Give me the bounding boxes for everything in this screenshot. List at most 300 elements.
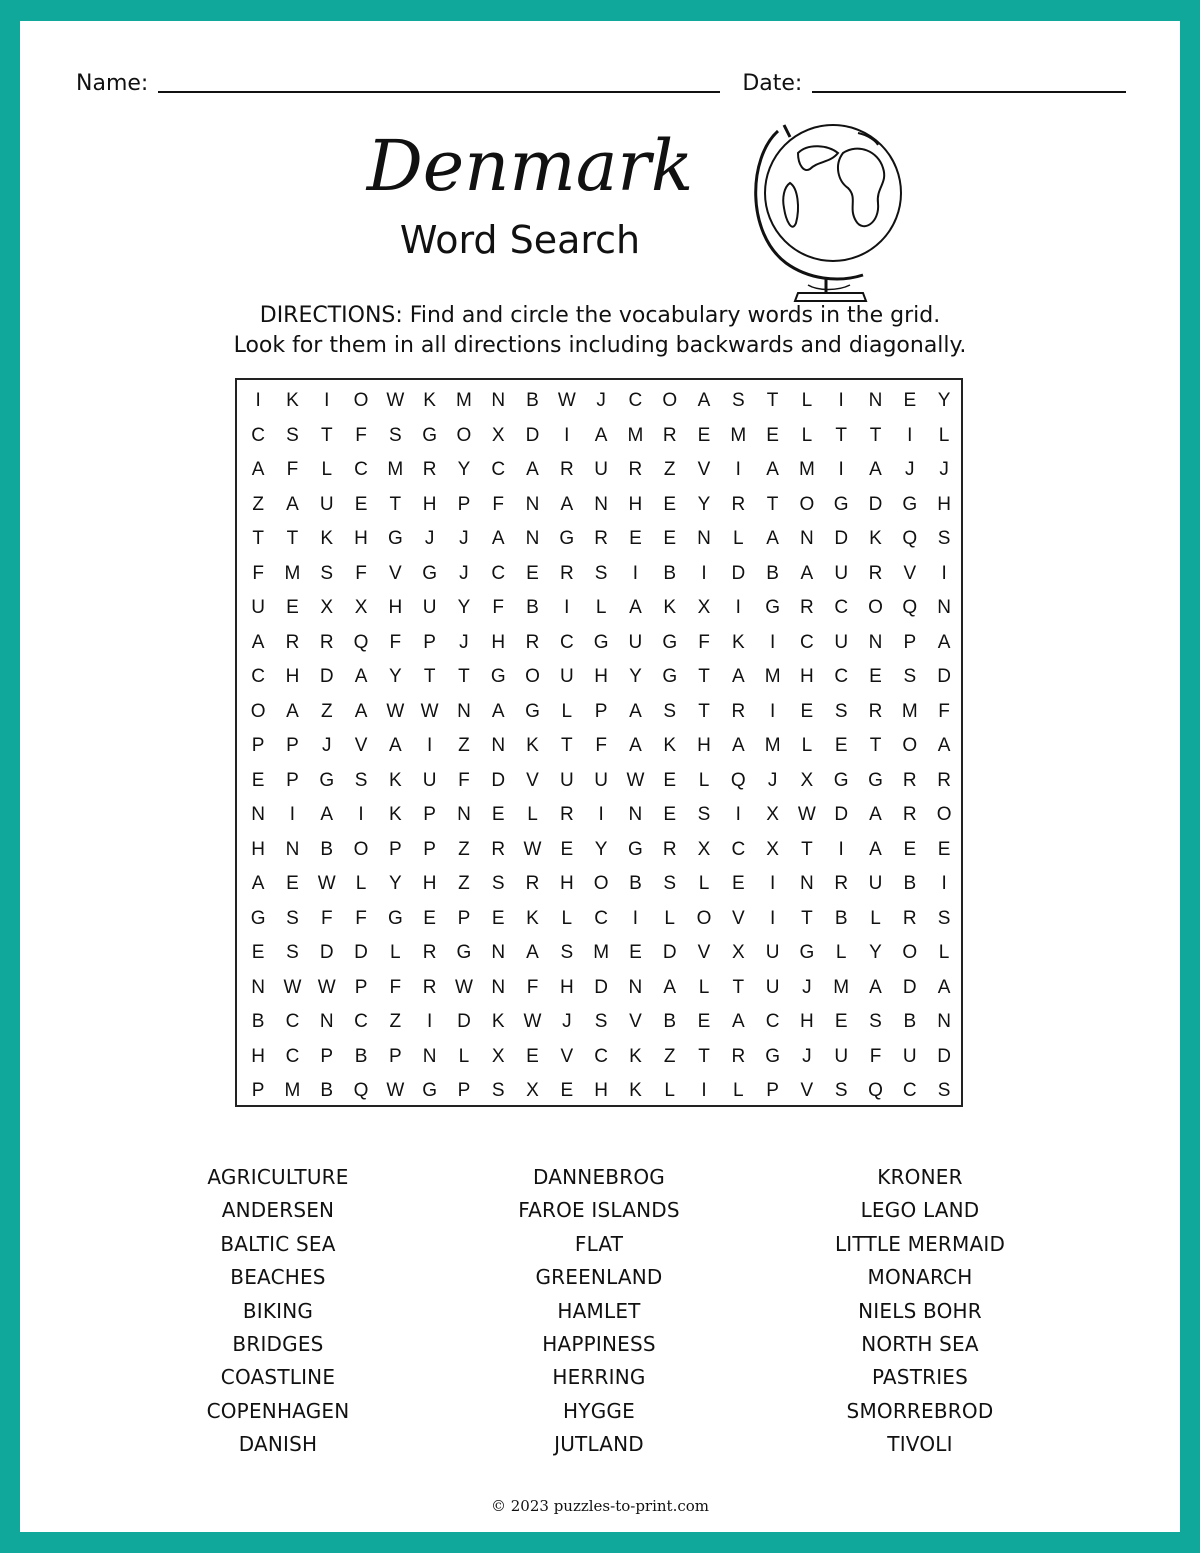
grid-cell[interactable]: I [769,700,776,722]
grid-cell[interactable]: N [628,804,643,826]
grid-cell[interactable]: I [907,424,913,446]
grid-cell[interactable]: A [286,700,299,722]
grid-cell[interactable]: P [320,1045,334,1067]
grid-cell[interactable]: I [735,597,741,619]
grid-cell[interactable]: C [354,1011,368,1033]
grid-cell[interactable]: M [387,459,404,481]
grid-cell[interactable]: X [766,838,779,860]
grid-cell[interactable]: S [663,700,677,722]
grid-cell[interactable]: A [491,528,505,550]
grid-cell[interactable]: Y [869,942,882,964]
grid-cell[interactable]: H [251,838,266,860]
grid-cell[interactable]: U [834,631,849,653]
grid-cell[interactable]: E [869,666,882,688]
grid-cell[interactable]: L [733,528,744,550]
grid-cell[interactable]: I [598,804,604,826]
grid-cell[interactable]: R [731,1045,746,1067]
grid-cell[interactable]: A [251,459,265,481]
grid-cell[interactable]: L [458,1045,470,1067]
grid-cell[interactable]: F [389,631,402,653]
grid-cell[interactable]: C [251,424,266,446]
grid-cell[interactable]: T [698,666,710,688]
grid-cell[interactable]: G [387,907,403,929]
grid-cell[interactable]: E [663,493,677,515]
grid-cell[interactable]: G [593,631,609,653]
grid-cell[interactable]: A [697,390,711,412]
grid-cell[interactable]: R [285,631,300,653]
grid-cell[interactable]: S [286,907,299,929]
grid-cell[interactable]: V [629,1011,642,1033]
grid-cell[interactable]: R [902,907,917,929]
grid-cell[interactable]: O [593,873,609,895]
grid-cell[interactable]: I [632,907,639,929]
grid-cell[interactable]: O [250,700,266,722]
grid-cell[interactable]: P [903,631,917,653]
grid-cell[interactable]: S [286,942,299,964]
grid-cell[interactable]: T [561,735,573,757]
grid-cell[interactable]: X [766,804,779,826]
grid-cell[interactable]: O [902,735,918,757]
grid-cell[interactable]: O [868,597,883,619]
grid-cell[interactable]: A [869,976,882,998]
grid-cell[interactable]: R [731,493,746,515]
grid-cell[interactable]: N [251,804,266,826]
grid-cell[interactable]: L [664,907,675,929]
grid-cell[interactable]: C [765,1011,780,1033]
grid-cell[interactable]: Z [458,838,470,860]
grid-cell[interactable]: Y [457,597,471,619]
grid-cell[interactable]: E [560,838,574,860]
grid-cell[interactable]: A [629,735,642,757]
grid-cell[interactable]: U [765,942,780,964]
grid-cell[interactable]: V [697,942,711,964]
grid-cell[interactable]: G [456,942,472,964]
grid-cell[interactable]: O [353,390,369,412]
grid-cell[interactable]: E [937,838,951,860]
grid-cell[interactable]: I [735,459,741,481]
grid-cell[interactable]: G [799,942,815,964]
grid-cell[interactable]: Y [388,873,402,895]
grid-cell[interactable]: M [456,390,472,412]
grid-cell[interactable]: I [701,1080,707,1102]
date-field-line[interactable] [812,91,1126,93]
grid-cell[interactable]: F [526,976,539,998]
grid-cell[interactable]: X [320,597,334,619]
grid-cell[interactable]: E [423,907,436,929]
grid-cell[interactable]: X [697,597,711,619]
grid-cell[interactable]: Y [937,390,951,412]
grid-cell[interactable]: R [594,528,608,550]
grid-cell[interactable]: G [422,562,438,584]
grid-cell[interactable]: P [423,838,436,860]
grid-cell[interactable]: E [834,735,848,757]
grid-cell[interactable]: G [422,424,438,446]
grid-cell[interactable]: U [319,493,334,515]
grid-cell[interactable]: E [903,390,917,412]
grid-cell[interactable]: B [354,1045,368,1067]
grid-cell[interactable]: X [526,1080,539,1102]
grid-cell[interactable]: D [319,666,334,688]
grid-cell[interactable]: E [629,942,642,964]
grid-cell[interactable]: W [523,838,542,860]
grid-cell[interactable]: Q [353,1080,369,1102]
grid-cell[interactable]: N [251,976,266,998]
grid-cell[interactable]: G [765,597,780,619]
grid-cell[interactable]: L [698,976,710,998]
grid-cell[interactable]: T [389,493,402,515]
grid-cell[interactable]: G [833,493,849,515]
grid-cell[interactable]: B [663,562,677,584]
grid-cell[interactable]: T [732,976,745,998]
grid-cell[interactable]: A [937,735,951,757]
grid-cell[interactable]: M [284,562,301,584]
grid-cell[interactable]: U [422,769,437,791]
grid-cell[interactable]: W [386,700,405,722]
grid-cell[interactable]: R [731,700,746,722]
grid-cell[interactable]: L [321,459,333,481]
grid-cell[interactable]: B [766,562,779,584]
grid-cell[interactable]: F [355,562,367,584]
grid-cell[interactable]: S [697,804,711,826]
grid-cell[interactable]: J [802,976,812,998]
grid-cell[interactable]: C [594,1045,608,1067]
grid-cell[interactable]: Q [353,631,369,653]
grid-cell[interactable]: X [697,838,711,860]
grid-cell[interactable]: K [286,390,299,412]
grid-cell[interactable]: F [355,424,367,446]
grid-cell[interactable]: D [868,493,883,515]
grid-cell[interactable]: E [697,1011,711,1033]
grid-cell[interactable]: C [285,1011,300,1033]
grid-cell[interactable]: R [319,631,334,653]
grid-cell[interactable]: B [834,907,848,929]
grid-cell[interactable]: L [664,1080,675,1102]
grid-cell[interactable]: S [937,528,951,550]
grid-cell[interactable]: U [422,597,437,619]
grid-cell[interactable]: K [629,1045,642,1067]
grid-cell[interactable]: J [905,459,915,481]
grid-cell[interactable]: G [765,1045,780,1067]
grid-cell[interactable]: D [834,804,849,826]
grid-cell[interactable]: O [456,424,472,446]
grid-cell[interactable]: R [525,631,540,653]
grid-cell[interactable]: W [454,976,473,998]
grid-cell[interactable]: N [868,631,883,653]
grid-cell[interactable]: U [251,597,266,619]
grid-cell[interactable]: A [937,631,951,653]
grid-cell[interactable]: S [286,424,299,446]
grid-cell[interactable]: C [902,1080,917,1102]
grid-cell[interactable]: J [802,1045,812,1067]
grid-cell[interactable]: E [731,873,745,895]
grid-cell[interactable]: S [869,1011,882,1033]
grid-cell[interactable]: B [903,1011,917,1033]
grid-cell[interactable]: N [285,838,300,860]
grid-cell[interactable]: L [561,700,573,722]
grid-cell[interactable]: D [937,1045,951,1067]
grid-cell[interactable]: S [388,424,402,446]
grid-cell[interactable]: P [388,838,402,860]
grid-cell[interactable]: T [766,493,779,515]
grid-cell[interactable]: X [800,769,814,791]
grid-cell[interactable]: E [663,769,677,791]
grid-cell[interactable]: W [283,976,302,998]
grid-cell[interactable]: D [354,942,368,964]
grid-cell[interactable]: B [903,873,917,895]
grid-cell[interactable]: I [255,390,261,412]
grid-cell[interactable]: I [701,562,707,584]
grid-cell[interactable]: H [388,597,403,619]
grid-cell[interactable]: P [354,976,368,998]
grid-cell[interactable]: P [594,700,608,722]
grid-cell[interactable]: N [491,390,506,412]
grid-cell[interactable]: H [800,666,814,688]
grid-cell[interactable]: V [903,562,917,584]
grid-cell[interactable]: R [422,942,437,964]
grid-cell[interactable]: D [594,976,608,998]
grid-cell[interactable]: W [420,700,439,722]
grid-cell[interactable]: O [799,493,815,515]
grid-cell[interactable]: H [422,873,437,895]
grid-cell[interactable]: K [423,390,436,412]
grid-cell[interactable]: A [731,666,745,688]
grid-cell[interactable]: Z [252,493,264,515]
grid-cell[interactable]: U [834,1045,849,1067]
grid-cell[interactable]: G [662,631,678,653]
grid-cell[interactable]: E [354,493,368,515]
grid-cell[interactable]: A [286,493,299,515]
grid-cell[interactable]: A [491,700,505,722]
grid-cell[interactable]: T [869,424,882,446]
grid-cell[interactable]: W [317,873,336,895]
grid-cell[interactable]: S [903,666,917,688]
grid-cell[interactable]: U [765,976,780,998]
grid-cell[interactable]: R [902,804,917,826]
grid-cell[interactable]: N [319,1011,334,1033]
grid-cell[interactable]: R [902,769,917,791]
grid-cell[interactable]: S [491,1080,505,1102]
grid-cell[interactable]: T [869,735,882,757]
grid-cell[interactable]: S [491,873,505,895]
grid-cell[interactable]: A [526,459,539,481]
grid-cell[interactable]: R [868,700,883,722]
grid-cell[interactable]: S [937,1080,951,1102]
grid-cell[interactable]: G [525,700,540,722]
grid-cell[interactable]: G [422,1080,438,1102]
grid-cell[interactable]: U [594,459,608,481]
grid-cell[interactable]: C [628,390,643,412]
grid-cell[interactable]: S [937,907,951,929]
grid-cell[interactable]: I [838,390,844,412]
grid-cell[interactable]: X [491,424,505,446]
grid-cell[interactable]: C [285,1045,300,1067]
grid-cell[interactable]: T [320,424,333,446]
grid-cell[interactable]: Z [663,459,676,481]
grid-cell[interactable]: J [424,528,435,550]
grid-cell[interactable]: N [628,976,643,998]
grid-cell[interactable]: E [766,424,779,446]
grid-cell[interactable]: V [697,459,711,481]
grid-cell[interactable]: I [564,597,570,619]
grid-cell[interactable]: A [937,976,951,998]
grid-cell[interactable]: I [564,424,570,446]
grid-cell[interactable]: N [422,1045,437,1067]
grid-cell[interactable]: P [457,493,471,515]
grid-cell[interactable]: Q [902,528,918,550]
grid-cell[interactable]: E [663,804,677,826]
grid-cell[interactable]: C [491,562,506,584]
grid-cell[interactable]: O [525,666,540,688]
grid-cell[interactable]: L [355,873,367,895]
grid-cell[interactable]: G [319,769,335,791]
grid-cell[interactable]: C [354,459,368,481]
grid-cell[interactable]: I [941,873,947,895]
grid-cell[interactable]: I [324,390,330,412]
grid-cell[interactable]: P [251,1080,265,1102]
grid-cell[interactable]: V [526,769,539,791]
grid-cell[interactable]: B [251,1011,265,1033]
grid-cell[interactable]: L [527,804,538,826]
grid-cell[interactable]: K [663,597,677,619]
grid-cell[interactable]: X [731,942,745,964]
grid-cell[interactable]: L [801,735,813,757]
grid-cell[interactable]: G [868,769,883,791]
grid-cell[interactable]: E [491,804,505,826]
grid-cell[interactable]: K [526,735,539,757]
grid-cell[interactable]: N [800,528,814,550]
grid-cell[interactable]: E [560,1080,574,1102]
grid-cell[interactable]: D [834,528,849,550]
grid-cell[interactable]: E [491,907,505,929]
grid-cell[interactable]: A [320,804,334,826]
grid-cell[interactable]: J [459,528,469,550]
grid-cell[interactable]: T [252,528,264,550]
grid-cell[interactable]: H [697,735,711,757]
grid-cell[interactable]: A [251,873,265,895]
grid-cell[interactable]: Z [663,1045,676,1067]
grid-cell[interactable]: L [938,424,950,446]
grid-cell[interactable]: D [662,942,677,964]
grid-cell[interactable]: U [594,769,608,791]
grid-cell[interactable]: I [358,804,364,826]
grid-cell[interactable]: Z [458,873,470,895]
grid-cell[interactable]: C [834,666,849,688]
grid-cell[interactable]: D [319,942,334,964]
grid-cell[interactable]: D [525,424,540,446]
grid-cell[interactable]: I [426,1011,433,1033]
grid-cell[interactable]: E [834,1011,848,1033]
grid-cell[interactable]: Z [458,735,470,757]
grid-cell[interactable]: I [769,631,776,653]
grid-cell[interactable]: K [869,528,882,550]
grid-cell[interactable]: I [769,873,776,895]
grid-cell[interactable]: L [595,597,607,619]
grid-cell[interactable]: F [938,700,950,722]
grid-cell[interactable]: T [801,907,813,929]
grid-cell[interactable]: O [353,838,369,860]
grid-cell[interactable]: R [422,976,437,998]
grid-cell[interactable]: F [698,631,710,653]
grid-cell[interactable]: P [286,735,299,757]
grid-cell[interactable]: E [629,528,642,550]
grid-cell[interactable]: A [629,700,642,722]
grid-cell[interactable]: F [286,459,299,481]
grid-cell[interactable]: S [834,700,848,722]
grid-cell[interactable]: J [459,562,469,584]
grid-cell[interactable]: A [594,424,608,446]
grid-cell[interactable]: G [250,907,266,929]
grid-cell[interactable]: E [663,528,677,550]
grid-cell[interactable]: A [663,976,677,998]
grid-cell[interactable]: A [731,735,745,757]
grid-cell[interactable]: A [869,459,882,481]
grid-cell[interactable]: K [320,528,334,550]
grid-cell[interactable]: J [459,631,469,653]
grid-cell[interactable]: N [868,390,883,412]
grid-cell[interactable]: E [286,597,299,619]
grid-cell[interactable]: H [422,493,437,515]
grid-cell[interactable]: P [457,907,471,929]
grid-cell[interactable]: U [628,631,643,653]
grid-cell[interactable]: J [596,390,606,412]
grid-cell[interactable]: E [526,562,539,584]
grid-cell[interactable]: K [388,804,402,826]
grid-cell[interactable]: R [559,804,574,826]
grid-cell[interactable]: H [559,976,574,998]
grid-cell[interactable]: L [561,907,573,929]
grid-cell[interactable]: I [838,838,844,860]
grid-cell[interactable]: B [320,1080,334,1102]
grid-cell[interactable]: A [629,597,642,619]
grid-cell[interactable]: A [766,528,779,550]
grid-cell[interactable]: C [251,666,266,688]
grid-cell[interactable]: S [594,1011,608,1033]
grid-cell[interactable]: L [938,942,950,964]
grid-cell[interactable]: M [901,700,918,722]
grid-cell[interactable]: J [767,769,778,791]
grid-cell[interactable]: C [800,631,814,653]
grid-cell[interactable]: N [491,942,506,964]
grid-cell[interactable]: H [594,1080,608,1102]
grid-cell[interactable]: G [902,493,918,515]
grid-cell[interactable]: W [317,976,336,998]
grid-cell[interactable]: P [766,1080,779,1102]
grid-cell[interactable]: M [833,976,850,998]
grid-cell[interactable]: R [559,562,574,584]
grid-cell[interactable]: H [559,873,574,895]
grid-cell[interactable]: P [457,1080,471,1102]
grid-cell[interactable]: F [389,976,402,998]
grid-cell[interactable]: L [870,907,881,929]
grid-cell[interactable]: M [627,424,644,446]
grid-cell[interactable]: H [594,666,608,688]
grid-cell[interactable]: E [903,838,917,860]
grid-cell[interactable]: W [386,390,405,412]
grid-cell[interactable]: N [594,493,608,515]
grid-cell[interactable]: R [800,597,814,619]
grid-cell[interactable]: J [939,459,949,481]
grid-cell[interactable]: Y [697,493,711,515]
grid-cell[interactable]: A [251,631,265,653]
grid-cell[interactable]: N [491,976,506,998]
grid-cell[interactable]: T [423,666,436,688]
grid-cell[interactable]: W [386,1080,405,1102]
grid-cell[interactable]: O [936,804,952,826]
grid-cell[interactable]: J [562,1011,572,1033]
grid-cell[interactable]: O [696,907,712,929]
grid-cell[interactable]: Y [457,459,471,481]
grid-cell[interactable]: P [423,631,436,653]
